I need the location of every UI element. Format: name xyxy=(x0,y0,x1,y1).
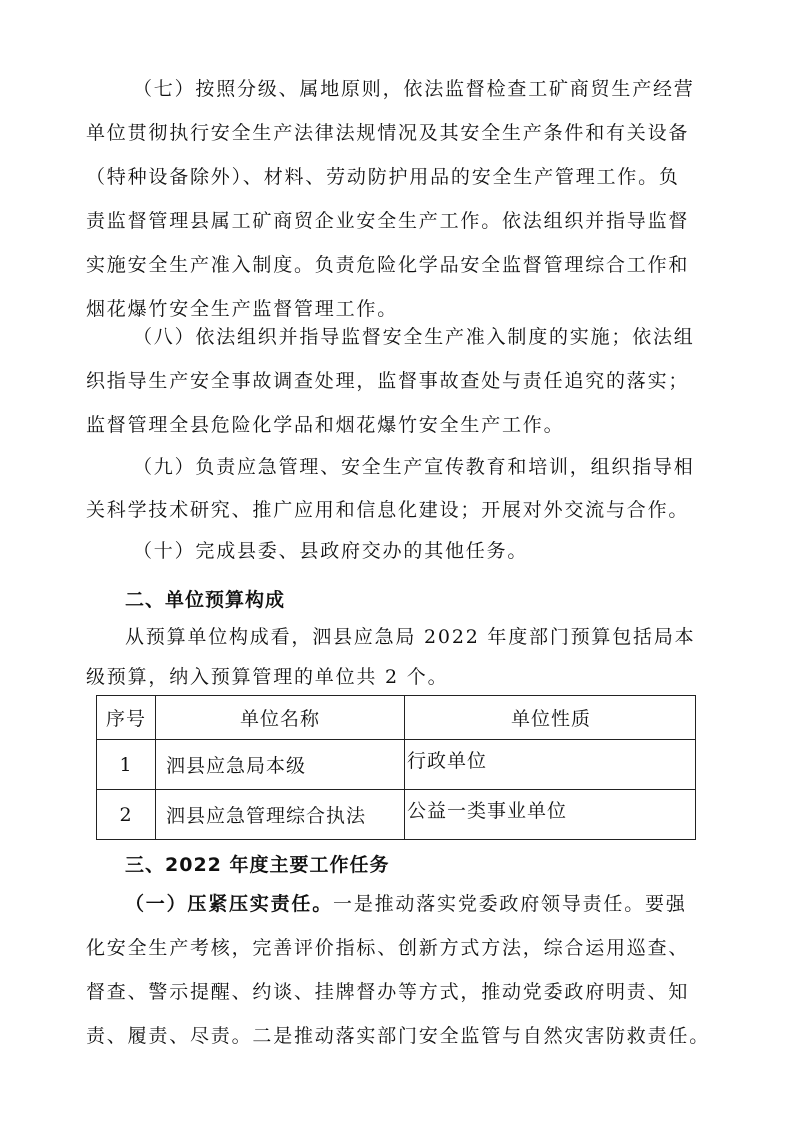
p7-line-5: 实施安全生产准入制度。负责危险化学品安全监督管理综合工作和 xyxy=(86,254,690,276)
p7-line-1: （七）按照分级、属地原则，依法监督检查工矿商贸生产经营 xyxy=(133,78,695,100)
section3-heading: 三、2022 年度主要工作任务 xyxy=(125,854,390,876)
p9-line-2: 关科学技术研究、推广应用和信息化建设；开展对外交流与合作。 xyxy=(86,499,690,521)
section3-line-1 xyxy=(125,892,687,916)
row-unit-type: 公益一类事业单位 xyxy=(405,790,696,840)
row-index: 2 xyxy=(97,790,156,840)
table-row xyxy=(97,740,696,790)
table-header-row xyxy=(97,696,696,740)
p10-line-1: （十）完成县委、县政府交办的其他任务。 xyxy=(133,540,529,562)
row-unit-name: 泗县应急局本级 xyxy=(156,740,405,790)
p7-line-4: 责监督管理县属工矿商贸企业安全生产工作。依法组织并指导监督 xyxy=(86,210,690,232)
row-unit-name: 泗县应急管理综合执法 xyxy=(156,790,405,840)
p7-line-3: （特种设备除外）、材料、劳动防护用品的安全生产管理工作。负 xyxy=(86,166,680,188)
p8-line-3: 监督管理全县危险化学品和烟花爆竹安全生产工作。 xyxy=(86,414,565,436)
header-unit-name: 单位名称 xyxy=(156,696,405,740)
row-index: 1 xyxy=(97,740,156,790)
p8-line-2: 织指导生产安全事故调查处理，监督事故查处与责任追究的落实； xyxy=(86,370,690,392)
header-unit-type: 单位性质 xyxy=(405,696,696,740)
table-row xyxy=(97,790,696,840)
p7-line-2: 单位贯彻执行安全生产法律法规情况及其安全生产条件和有关设备 xyxy=(86,122,690,144)
section3-line-1-text: 一是推动落实党委政府领导责任。要强 xyxy=(333,893,687,915)
unit-table xyxy=(96,695,696,840)
section3-line-4: 责、履责、尽责。二是推动落实部门安全监管与自然灾害防救责任。 xyxy=(86,1025,711,1047)
section2-line-2: 级预算，纳入预算管理的单位共 2 个。 xyxy=(86,666,449,688)
p8-line-1: （八）依法组织并指导监督安全生产准入制度的实施；依法组 xyxy=(133,326,695,348)
section3-line-2: 化安全生产考核，完善评价指标、创新方式方法，综合运用巡查、 xyxy=(86,937,690,959)
header-index: 序号 xyxy=(97,696,156,740)
section3-line-3: 督查、警示提醒、约谈、挂牌督办等方式，推动党委政府明责、知 xyxy=(86,981,690,1003)
section3-lead-bold: （一）压紧压实责任。 xyxy=(125,893,334,915)
section2-line-1: 从预算单位构成看，泗县应急局 2022 年度部门预算包括局本 xyxy=(125,626,696,648)
section2-heading: 二、单位预算构成 xyxy=(125,589,286,611)
p9-line-1: （九）负责应急管理、安全生产宣传教育和培训，组织指导相 xyxy=(133,456,695,478)
p7-line-6: 烟花爆竹安全生产监督管理工作。 xyxy=(86,298,399,320)
row-unit-type: 行政单位 xyxy=(405,740,696,790)
